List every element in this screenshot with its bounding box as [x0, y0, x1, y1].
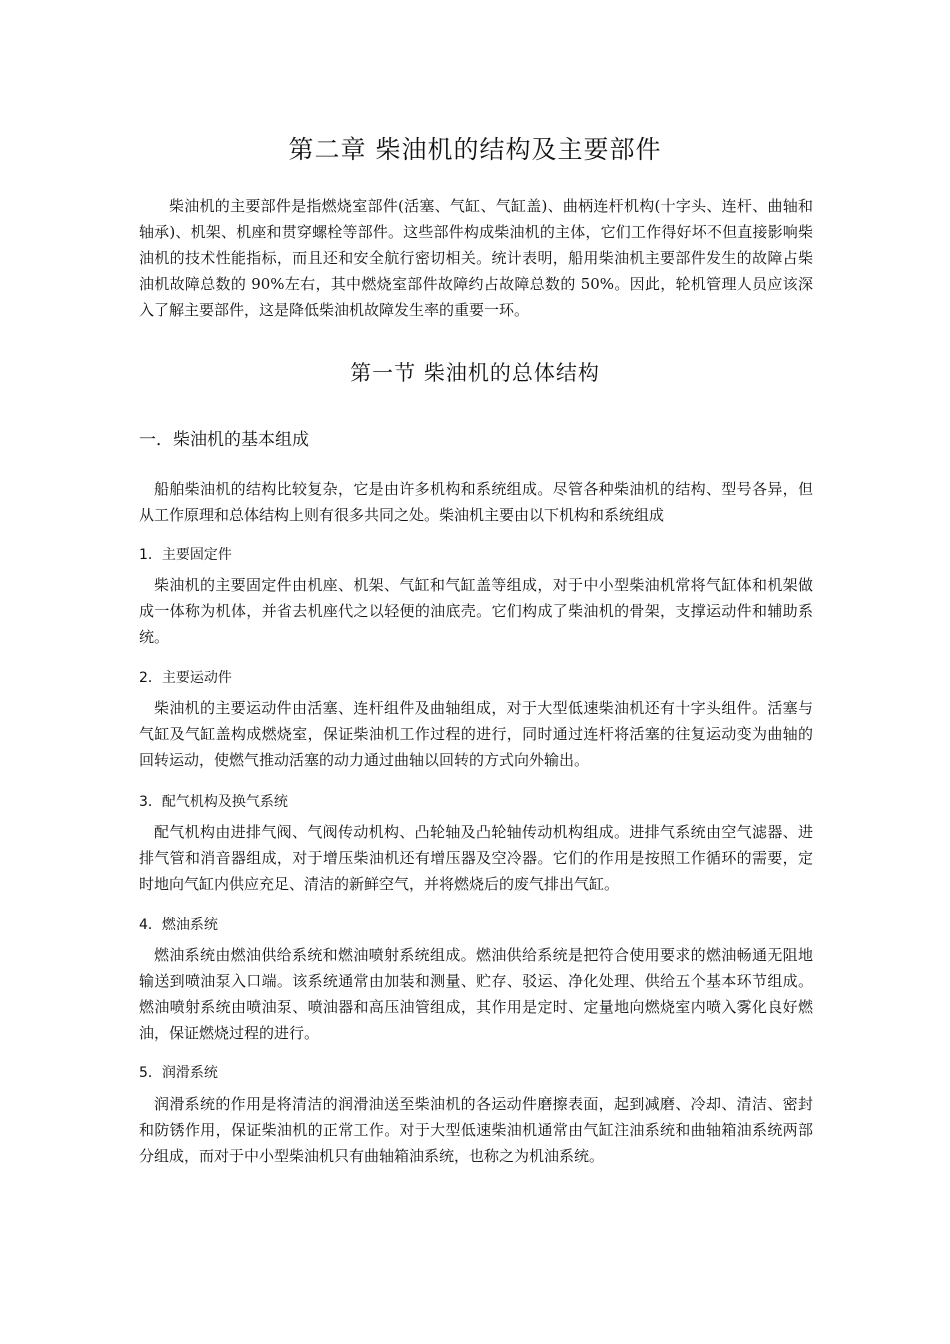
item-text-lubrication-system: 润滑系统的作用是将清洁的润滑油送至柴油机的各运动件磨擦表面，起到减磨、冷却、清洁、密封和防锈作用，保证柴油机的正常工作。对于大型低速柴油机通常由气缸注油系统和曲轴箱油系统两部分组成，而对于中小型柴油机只有曲轴箱油系统，也称之为机油系统。 — [139, 1095, 813, 1165]
item-text-valve-gear: 配气机构由进排气阀、气阀传动机构、凸轮轴及凸轮轴传动机构组成。进排气系统由空气滤器、进排气管和消音器组成，对于增压柴油机还有增压器及空冷器。它们的作用是按照工作循环的需要，定时地向气缸内供应充足、清洁的新鲜空气，并将燃烧后的废气排出气缸。 — [139, 823, 813, 893]
item-text-moving-parts: 柴油机的主要运动件由活塞、连杆组件及曲轴组成，对于大型低速柴油机还有十字头组件。活塞与气缸及气缸盖构成燃烧室，保证柴油机工作过程的进行，同时通过连杆将活塞的往复运动变为曲轴的回转运动，使燃气推动活塞的动力通过曲轴以回转的方式向外输出。 — [139, 699, 813, 769]
subsection-title: 一．柴油机的基本组成 — [139, 430, 309, 450]
item-text-fixed-parts: 柴油机的主要固定件由机座、机架、气缸和气缸盖等组成，对于中小型柴油机常将气缸体和机架做成一体称为机体，并省去机座代之以轻便的油底壳。它们构成了柴油机的骨架，支撑运动件和辅助系统。 — [139, 576, 813, 646]
chapter-title: 第二章 柴油机的结构及主要部件 — [288, 135, 662, 164]
subsection-intro-paragraph: 船舶柴油机的结构比较复杂，它是由许多机构和系统组成。尽管各种柴油机的结构、型号各异，但从工作原理和总体结构上则有很多共同之处。柴油机主要由以下机构和系统组成 — [139, 480, 813, 524]
item-heading-fuel-system: 4．燃油系统 — [139, 917, 218, 933]
item-text-fuel-system: 燃油系统由燃油供给系统和燃油喷射系统组成。燃油供给系统是把符合使用要求的燃油畅通无阻地输送到喷油泵入口端。该系统通常由加装和测量、贮存、驳运、净化处理、供给五个基本环节组成。燃油喷射系统由喷油泵、喷油器和高压油管组成，其作用是定时、定量地向燃烧室内喷入雾化良好燃油，保证燃烧过程的进行。 — [139, 946, 813, 1042]
item-heading-moving-parts: 2．主要运动件 — [139, 670, 232, 686]
section-title: 第一节 柴油机的总体结构 — [350, 361, 600, 385]
item-heading-valve-gear: 3．配气机构及换气系统 — [139, 794, 288, 810]
item-heading-fixed-parts: 1．主要固定件 — [139, 547, 232, 563]
item-heading-lubrication-system: 5．润滑系统 — [139, 1065, 218, 1081]
intro-paragraph: 柴油机的主要部件是指燃烧室部件(活塞、气缸、气缸盖)、曲柄连杆机构(十字头、连杆、曲轴和轴承)、机架、机座和贯穿螺栓等部件。这些部件构成柴油机的主体，它们工作得好坏不但直接影响柴油机的技术性能指标，而且还和安全航行密切相关。统计表明，船用柴油机主要部件发生的故障占柴油机故障总数的 90%左右，其中燃烧室部件故障约占故障总数的 50%。因此，轮机管理人员应该深入了解主要部件，这是降低柴油机故障发生率的重要一环。 — [139, 197, 813, 319]
